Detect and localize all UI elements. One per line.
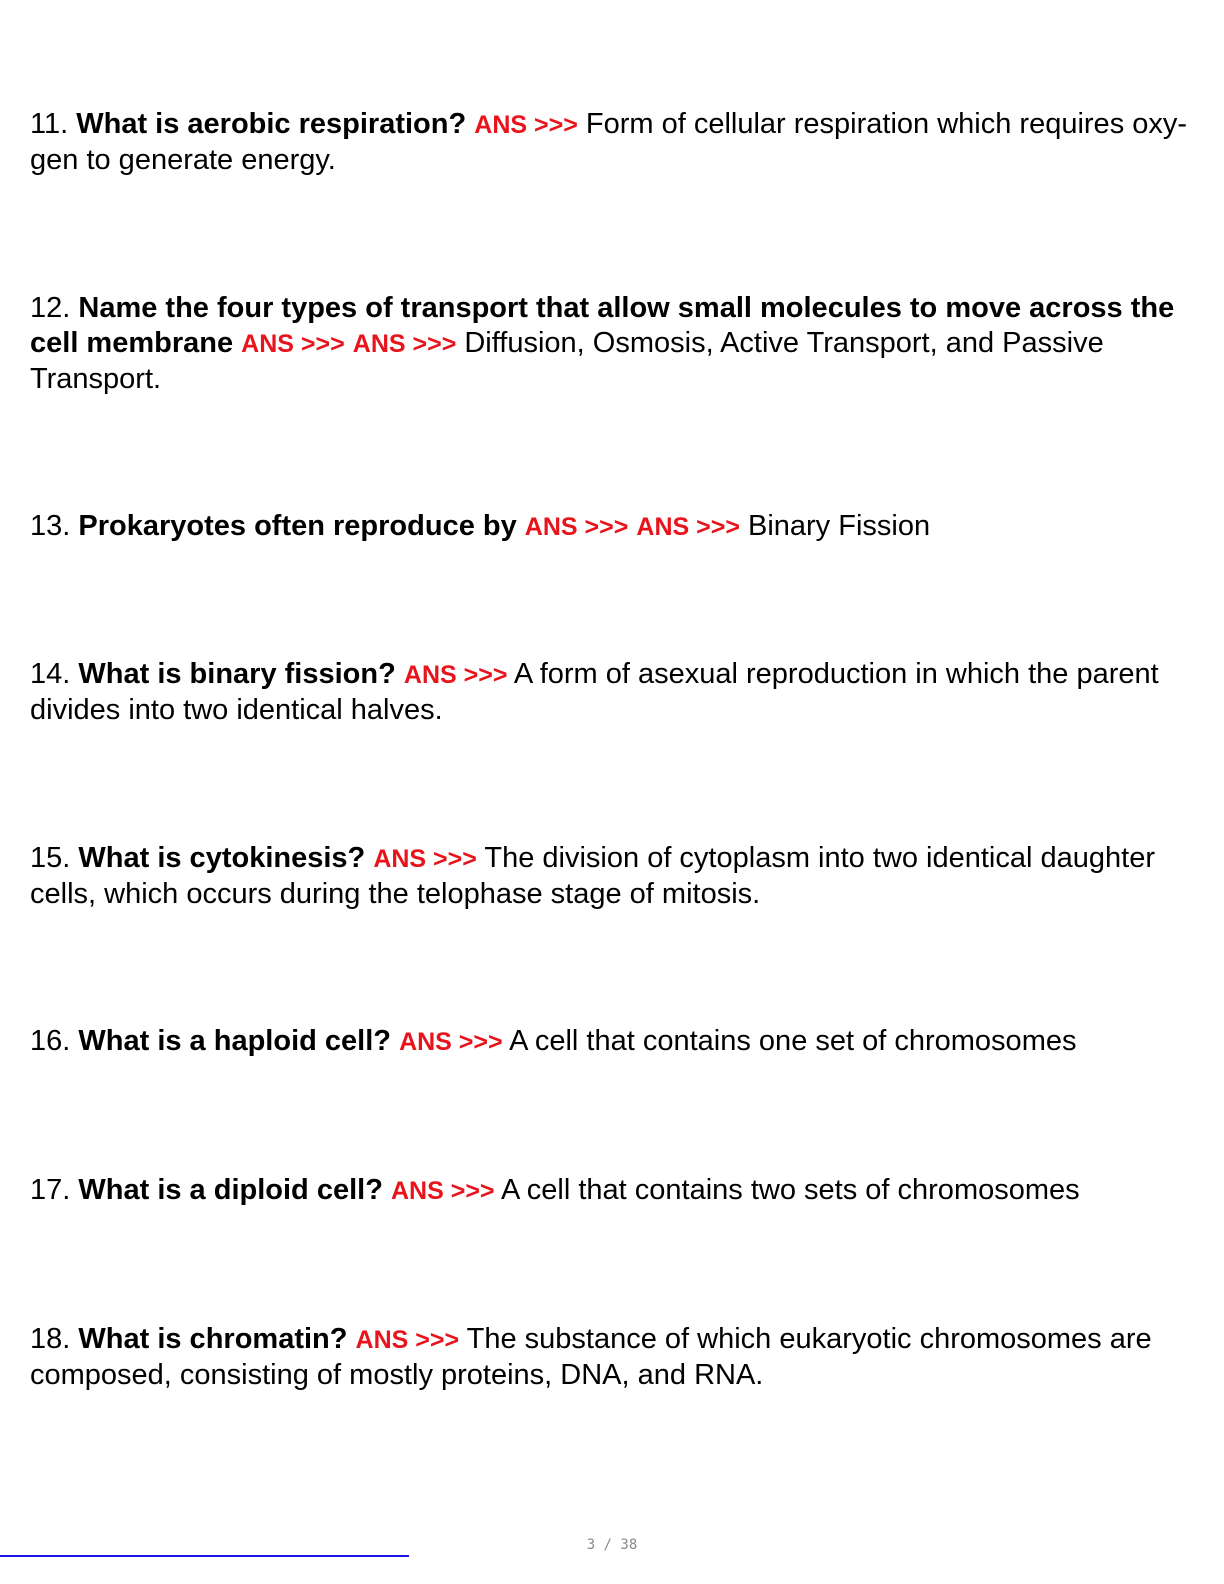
question-text: What is chromatin? (78, 1323, 348, 1355)
question-text: What is aerobic respiration? (76, 108, 467, 140)
answer-text: The substance of which eukaryotic chromosomes are composed, consisting of mostly proteins, DNA, and RNA. (30, 1323, 1152, 1391)
question-text: What is cytokinesis? (78, 842, 366, 874)
question-number: 11. (30, 108, 69, 140)
qa-item-16 (30, 1024, 1200, 1060)
question-text: What is a haploid cell? (78, 1025, 391, 1057)
answer-text: The division of cytoplasm into two identical daughter cells, which occurs during the telophase stage of mitosis. (30, 842, 1155, 910)
answer-text: Form of cellular respiration which requires oxy- gen to generate energy. (30, 108, 1188, 176)
question-number: 14. (30, 658, 71, 690)
question-number: 13. (30, 510, 71, 542)
answer-text: Binary Fission (747, 510, 931, 542)
question-number: 15. (30, 842, 71, 874)
question-text: Name the four types of transport that allow small molecules to move across the cell membrane (30, 292, 1175, 359)
ans-tag: ANS >>> (373, 845, 477, 873)
ans-tag: ANS >>> (403, 661, 508, 689)
ans-tag: ANS >>> (524, 513, 629, 541)
ans-tag: ANS >>> (474, 111, 578, 139)
qa-item-18 (30, 1322, 1200, 1393)
question-number: 16. (30, 1025, 71, 1057)
footer-divider-line (0, 1555, 409, 1557)
qa-item-12 (30, 291, 1200, 397)
ans-tag: ANS >>> (355, 1326, 460, 1354)
qa-item-17 (30, 1173, 1200, 1209)
ans-tag: ANS >>> (241, 330, 345, 358)
question-number: 12. (30, 292, 71, 324)
qa-item-15 (30, 841, 1200, 912)
answer-text: Diffusion, Osmosis, Active Transport, and Passive Transport. (30, 327, 1104, 395)
answer-text: A cell that contains one set of chromosomes (509, 1025, 1077, 1057)
question-number: 17. (30, 1174, 71, 1206)
qa-item-14 (30, 657, 1200, 728)
ans-tag: ANS >>> (390, 1177, 495, 1205)
answer-text: A form of asexual reproduction in which the parent divides into two identical halves. (30, 658, 1159, 726)
answer-text: A cell that contains two sets of chromosomes (500, 1174, 1080, 1206)
qa-item-13 (30, 509, 1200, 545)
page-number: 3 / 38 (586, 1537, 638, 1553)
question-text: Prokaryotes often reproduce by (78, 510, 517, 542)
qa-item-11 (30, 107, 1200, 178)
ans-tag: ANS >>> (352, 330, 457, 358)
ans-tag: ANS >>> (399, 1028, 503, 1056)
question-text: What is binary fission? (78, 658, 396, 690)
question-number: 18. (30, 1323, 71, 1355)
question-text: What is a diploid cell? (78, 1174, 383, 1206)
ans-tag: ANS >>> (636, 513, 740, 541)
